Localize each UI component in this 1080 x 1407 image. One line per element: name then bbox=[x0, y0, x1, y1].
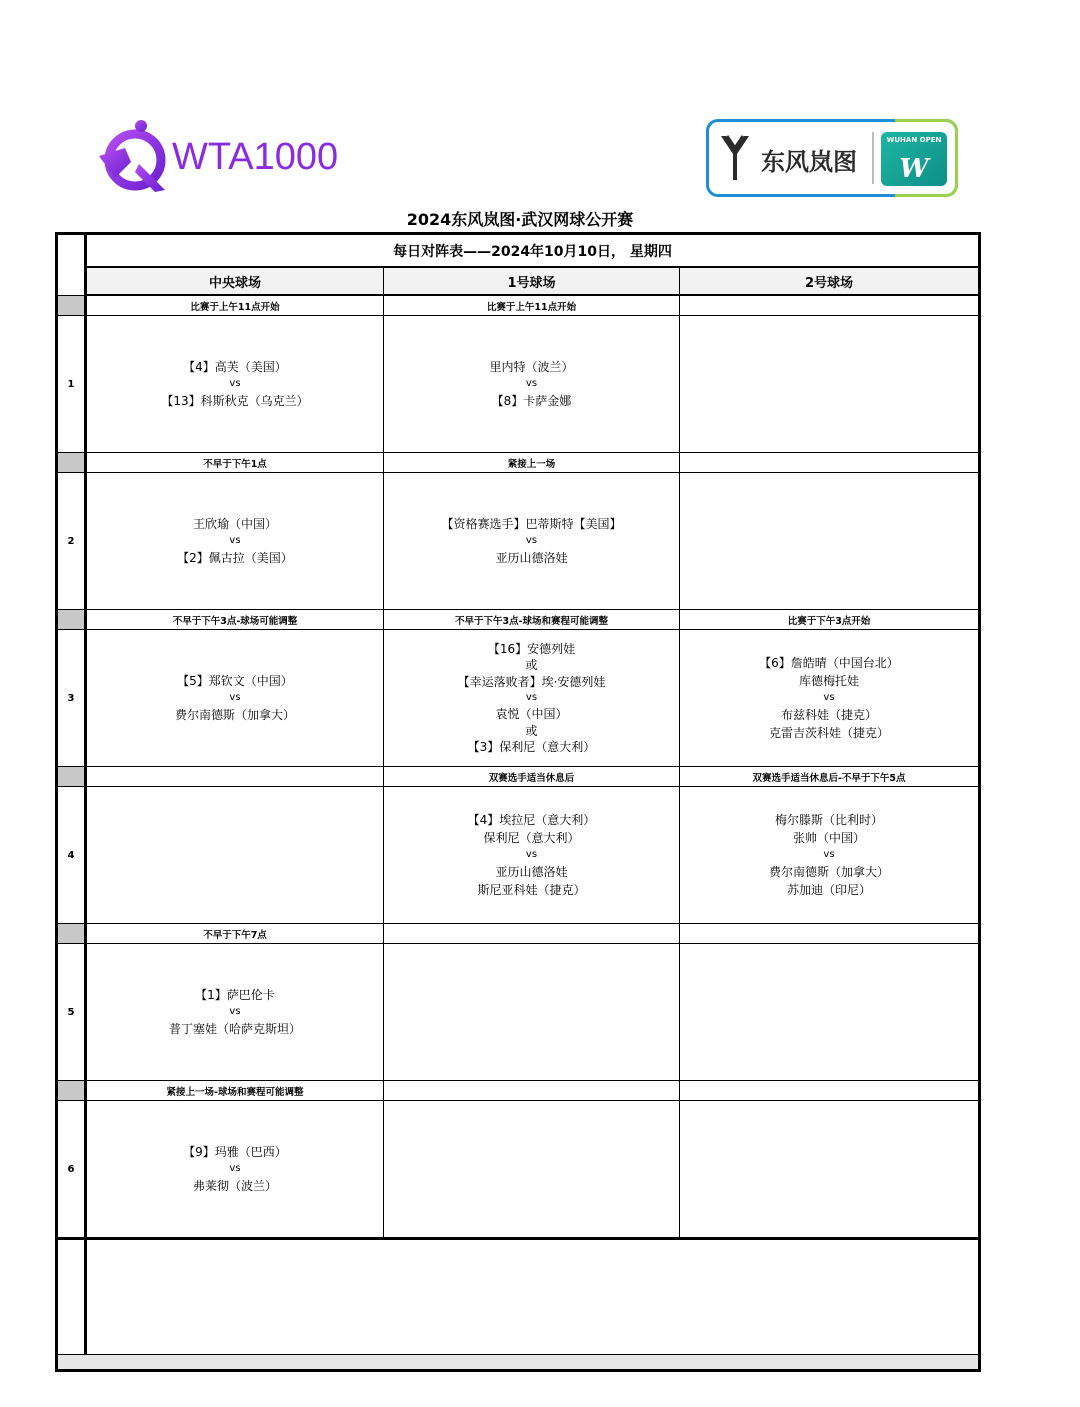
row-number-spacer bbox=[58, 767, 84, 787]
player-line: 费尔南德斯（加拿大） bbox=[768, 865, 889, 879]
player-line: 保利尼（意大利） bbox=[483, 831, 580, 845]
start-time-note bbox=[384, 1081, 680, 1101]
start-time-note: 双赛选手适当休息后-不早于下午5点 bbox=[680, 767, 978, 787]
wta-brand-text: WTA1000 bbox=[172, 136, 339, 178]
start-time-note: 不早于下午3点-球场可能调整 bbox=[87, 610, 384, 630]
player-line: 布兹科娃（捷克） bbox=[780, 708, 877, 722]
player-line: 【5】郑钦文（中国） bbox=[177, 674, 293, 688]
match-cell bbox=[87, 316, 384, 453]
match-cell bbox=[87, 473, 384, 610]
match-order-number: 2 bbox=[58, 473, 84, 610]
vs-label: vs bbox=[229, 1163, 241, 1174]
player-line: 【3】保利尼（意大利） bbox=[467, 740, 596, 754]
wuhan-w-icon: W bbox=[899, 154, 929, 184]
match-order-number: 6 bbox=[58, 1101, 84, 1238]
vs-label: vs bbox=[525, 378, 538, 389]
player-line: 【幸运落败者】埃·安德列娃 bbox=[457, 674, 606, 689]
player-line: 【13】科斯秋克（乌克兰） bbox=[161, 394, 309, 408]
player-line: 【8】卡萨金娜 bbox=[491, 394, 572, 408]
vs-label: vs bbox=[229, 692, 241, 703]
row-number-footer bbox=[58, 1238, 84, 1355]
match-cell bbox=[680, 944, 978, 1081]
sponsor-name: 东风岚图 bbox=[761, 148, 857, 176]
start-time-note: 比赛于上午11点开始 bbox=[384, 296, 680, 316]
match-order-number: 3 bbox=[58, 630, 84, 767]
player-line: 弗莱彻（波兰） bbox=[192, 1179, 277, 1193]
match-order-number: 4 bbox=[58, 787, 84, 924]
player-line: 【9】玛雅（巴西） bbox=[183, 1145, 287, 1159]
player-line: 袁悦（中国） bbox=[495, 707, 568, 721]
page-title: 2024东风岚图·武汉网球公开赛 bbox=[406, 210, 634, 229]
start-time-note: 不早于下午3点-球场和赛程可能调整 bbox=[384, 610, 680, 630]
player-line: 亚历山德洛娃 bbox=[495, 551, 568, 565]
vs-label: vs bbox=[525, 849, 538, 860]
match-cell bbox=[87, 787, 384, 924]
player-line: 苏加迪（印尼） bbox=[786, 883, 871, 897]
player-line: 【6】詹皓晴（中国台北） bbox=[759, 656, 899, 670]
start-time-note: 双赛选手适当休息后 bbox=[384, 767, 680, 787]
schedule-date-header: 每日对阵表——2024年10月10日， 星期四 bbox=[87, 235, 978, 268]
match-cell bbox=[87, 630, 384, 767]
start-time-note: 比赛于下午3点开始 bbox=[680, 610, 978, 630]
match-cell bbox=[87, 1101, 384, 1238]
or-label: 或 bbox=[525, 658, 538, 672]
start-time-note: 不早于下午7点 bbox=[87, 924, 384, 944]
player-line: 【2】佩古拉（美国） bbox=[177, 551, 293, 565]
player-line: 【资格赛选手】巴蒂斯特【美国】 bbox=[441, 517, 622, 531]
wta-player-icon bbox=[95, 118, 175, 198]
player-line: 【16】安德列娃 bbox=[487, 641, 576, 656]
row-number-spacer bbox=[58, 296, 84, 316]
match-cell bbox=[384, 787, 680, 924]
match-cell bbox=[384, 316, 680, 453]
court-header-1: 中央球场 bbox=[87, 268, 384, 296]
or-label: 或 bbox=[525, 723, 538, 738]
wuhan-open-text: WUHAN OPEN bbox=[886, 136, 942, 144]
player-line: 克雷吉茨科娃（捷克） bbox=[768, 726, 889, 740]
vs-label: vs bbox=[229, 535, 241, 546]
start-time-note bbox=[87, 767, 384, 787]
court-header-2: 1号球场 bbox=[384, 268, 680, 296]
row-number-spacer bbox=[58, 610, 84, 630]
match-order-number: 1 bbox=[58, 316, 84, 453]
player-line: 王欣瑜（中国） bbox=[192, 517, 277, 531]
start-time-note bbox=[680, 453, 978, 473]
match-cell bbox=[680, 316, 978, 453]
start-time-note bbox=[384, 924, 680, 944]
match-cell bbox=[87, 944, 384, 1081]
match-cell bbox=[384, 944, 680, 1081]
player-line: 梅尔滕斯（比利时） bbox=[774, 813, 883, 827]
player-line: 【4】高芙（美国） bbox=[183, 360, 287, 374]
vs-label: vs bbox=[525, 692, 538, 703]
row-number-spacer bbox=[58, 924, 84, 944]
start-time-note bbox=[680, 924, 978, 944]
player-line: 斯尼亚科娃（捷克） bbox=[477, 883, 586, 897]
player-line: 里内特（波兰） bbox=[489, 360, 574, 374]
match-cell bbox=[384, 1101, 680, 1238]
dongfeng-voyah-logo bbox=[706, 119, 958, 197]
player-line: 张帅（中国） bbox=[792, 831, 865, 845]
player-line: 库德梅托娃 bbox=[798, 674, 859, 688]
vs-label: vs bbox=[525, 535, 538, 546]
wta-1000-logo bbox=[95, 118, 370, 198]
match-cell bbox=[680, 1101, 978, 1238]
wuhan-open-logo bbox=[881, 132, 947, 186]
vs-label: vs bbox=[823, 692, 835, 703]
player-line: 普丁塞娃（哈萨克斯坦） bbox=[168, 1022, 301, 1036]
match-order-number: 5 bbox=[58, 944, 84, 1081]
notes-area bbox=[87, 1238, 978, 1355]
player-line: 【1】萨巴伦卡 bbox=[195, 988, 275, 1002]
match-cell bbox=[680, 787, 978, 924]
match-cell bbox=[680, 473, 978, 610]
match-cell bbox=[384, 630, 680, 767]
match-cell bbox=[384, 473, 680, 610]
voyah-emblem-icon bbox=[719, 134, 755, 182]
start-time-note bbox=[680, 1081, 978, 1101]
order-of-play-table bbox=[55, 232, 981, 1372]
row-number-spacer bbox=[58, 453, 84, 473]
row-number-spacer bbox=[58, 1081, 84, 1101]
start-time-note: 紧接上一场 bbox=[384, 453, 680, 473]
logo-divider bbox=[872, 132, 874, 184]
match-cell bbox=[680, 630, 978, 767]
vs-label: vs bbox=[229, 378, 241, 389]
start-time-note: 紧接上一场-球场和赛程可能调整 bbox=[87, 1081, 384, 1101]
start-time-note: 比赛于上午11点开始 bbox=[87, 296, 384, 316]
start-time-note bbox=[680, 296, 978, 316]
player-line: 【4】埃拉尼（意大利） bbox=[467, 813, 596, 827]
vs-label: vs bbox=[823, 849, 835, 860]
row-number-header bbox=[58, 235, 87, 296]
player-line: 费尔南德斯（加拿大） bbox=[174, 708, 295, 722]
player-line: 亚历山德洛娃 bbox=[495, 865, 568, 879]
court-header-3: 2号球场 bbox=[680, 268, 978, 296]
table-footer-bar bbox=[58, 1354, 978, 1369]
start-time-note: 不早于下午1点 bbox=[87, 453, 384, 473]
vs-label: vs bbox=[229, 1006, 241, 1017]
